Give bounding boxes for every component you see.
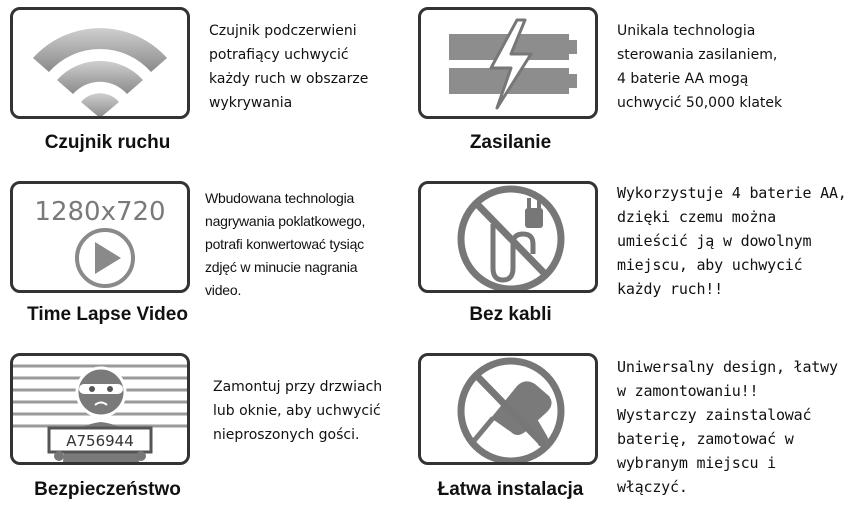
wifi-sensor-icon <box>13 10 187 116</box>
feature-description: Uniwersalny design, łatwy w zamontowaniu!! Wystarczy zainstalować baterię, zamotować w wybranym miejscu i włączyć. <box>617 358 838 496</box>
burglar-mugshot-icon <box>13 356 187 462</box>
feature-description: Unikala technologia sterowania zasilaniem, 4 baterie AA mogą uchwycić 50,000 klatek <box>617 23 783 111</box>
video-play-icon <box>13 184 187 290</box>
feature-title: Bezpieczeństwo <box>34 479 181 500</box>
feature-description: Czujnik podczerwieni potrafiący uchwycić każdy ruch w obszarze wykrywania <box>209 23 369 111</box>
feature-description: Wykorzystuje 4 baterie AA, dzięki czemu można umieścić ją w dowolnym miejscu, aby uchwycić każdy ruch!! <box>617 184 847 298</box>
no-cables-icon-box <box>418 181 598 293</box>
feature-title: Zasilanie <box>469 132 552 153</box>
feature-title: Łatwa instalacja <box>437 479 584 500</box>
feature-title: Czujnik ruchu <box>44 132 171 153</box>
feature-title: Bez kabli <box>469 304 552 325</box>
power-icon-box <box>418 7 598 119</box>
motion-sensor-icon-box <box>10 7 190 119</box>
security-icon-box <box>10 353 190 465</box>
battery-lightning-icon <box>421 10 595 116</box>
feature-title: Time Lapse Video <box>27 304 188 325</box>
time-lapse-icon-box <box>10 181 190 293</box>
feature-description: Wbudowana technologia nagrywania poklatkowego, potrafi konwertować tysiąc zdjęć w minucie nagrania video. <box>205 190 366 298</box>
mugshot-number: A756944 <box>66 432 134 450</box>
feature-description: Zamontuj przy drzwiach lub oknie, aby uchwycić nieproszonych gości. <box>213 379 383 443</box>
installation-icon-box <box>418 353 598 465</box>
no-cable-plug-icon <box>421 184 595 290</box>
no-drill-icon <box>421 356 595 462</box>
resolution-label: 1280x720 <box>34 197 166 227</box>
